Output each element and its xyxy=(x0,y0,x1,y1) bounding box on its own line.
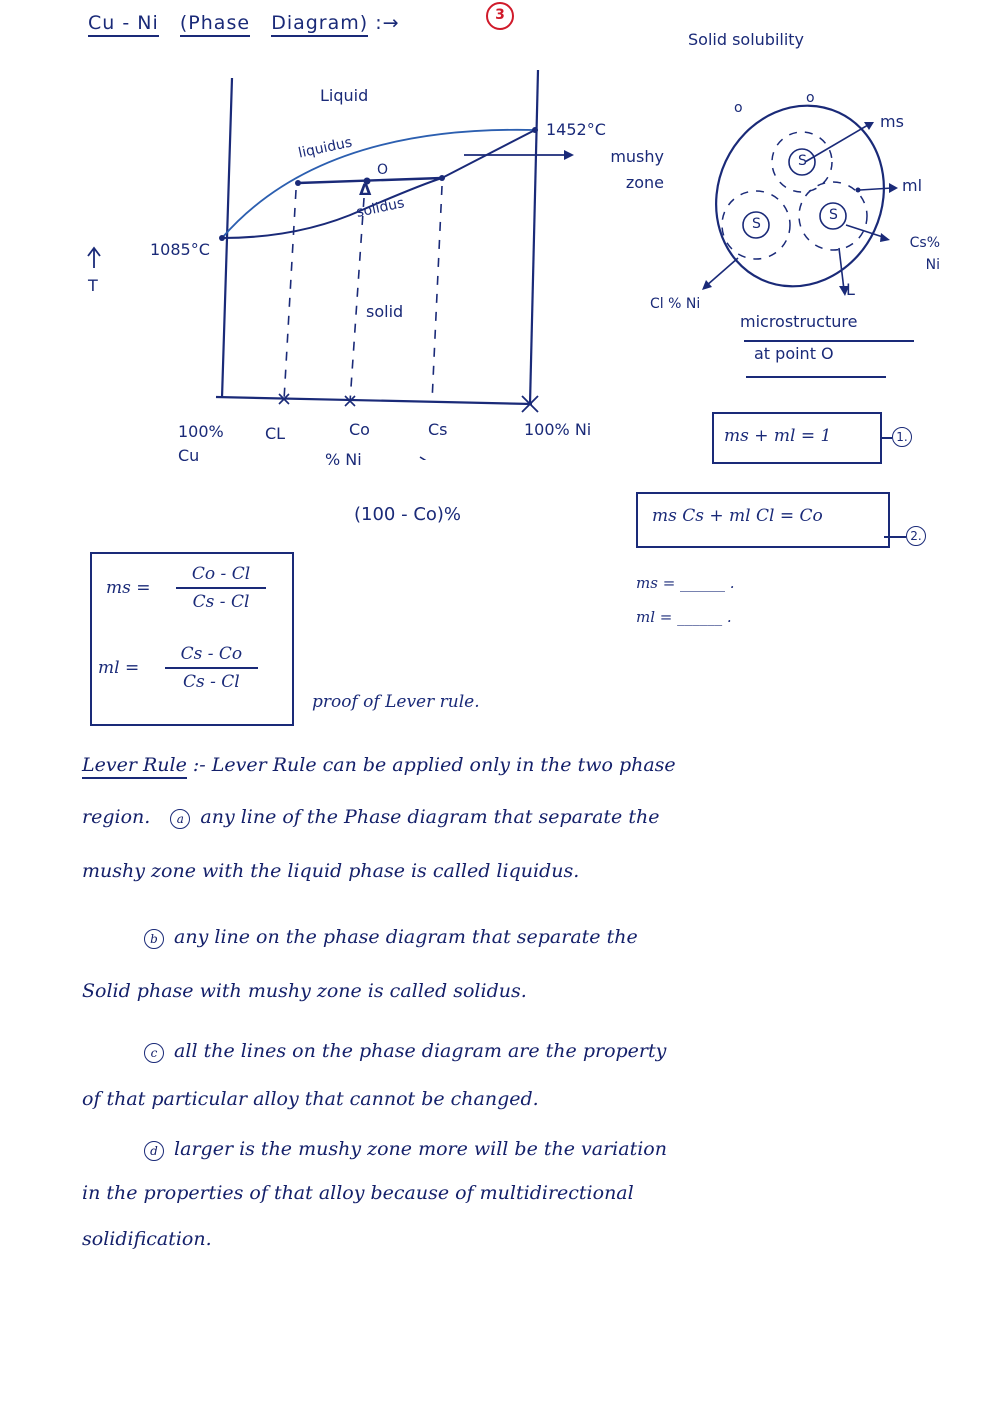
equation-1-tag: 1. xyxy=(892,427,912,447)
c-line-1: all the lines on the phase diagram are the property xyxy=(174,1040,667,1062)
label-cs-ni: Cs% Ni xyxy=(909,235,940,273)
b-line-2-row xyxy=(82,964,527,1018)
a-line-2-row xyxy=(82,844,579,898)
ms-formula xyxy=(106,564,266,612)
b-line-1-row xyxy=(144,910,638,964)
lever-region: region. xyxy=(82,806,151,828)
label-ms: ms xyxy=(880,112,904,131)
ms-lhs: ms = xyxy=(106,578,151,598)
label-cl-ni: Cl % Ni xyxy=(650,296,701,312)
title-part-arrow: :→ xyxy=(375,12,400,34)
liquidus-label: liquidus xyxy=(296,134,354,162)
y-axis-label-t: T xyxy=(88,276,98,295)
x-left-label: 100% Cu xyxy=(178,422,224,465)
equation-2-tag: 2. xyxy=(906,526,926,546)
ml-lhs: ml = xyxy=(98,658,140,678)
lever-rule-result-box xyxy=(90,552,294,726)
c-line-2-row xyxy=(82,1072,539,1126)
ms-blank-equation: ms = ______ . xyxy=(636,574,735,592)
grain-s-3: S xyxy=(829,207,838,223)
page-number-badge: 3 xyxy=(486,2,514,30)
temp-ni-melting: 1452°C xyxy=(546,120,606,139)
title-part-alloy: Cu - Ni xyxy=(88,12,159,37)
label-ml: ml xyxy=(902,176,923,195)
caption-underline xyxy=(746,376,886,378)
equation-1: ms + ml = 1 xyxy=(724,426,832,446)
ml-denominator: Cs - Cl xyxy=(183,672,240,692)
equation-1-box xyxy=(712,412,882,464)
lever-heading: Lever Rule xyxy=(82,754,187,779)
d-line-2: in the properties of that alloy because of multidirectional xyxy=(82,1182,634,1204)
marker-a: a xyxy=(170,809,190,829)
ml-blank-equation: ml = ______ . xyxy=(636,608,732,626)
lever-line-1 xyxy=(82,738,676,792)
a-line-2: mushy zone with the liquid phase is called liquidus. xyxy=(82,860,580,882)
x-tick-cl: CL xyxy=(265,424,286,443)
ml-formula xyxy=(98,644,258,692)
lever-line-2 xyxy=(82,790,659,844)
point-o-label: O xyxy=(377,162,389,178)
ml-fraction xyxy=(165,644,259,692)
c-line-1-row xyxy=(144,1024,666,1078)
ms-numerator: Co - Cl xyxy=(176,564,266,589)
marker-c: c xyxy=(144,1043,164,1063)
eq1-connector xyxy=(880,437,892,439)
grain-s-2: S xyxy=(752,216,761,232)
lever-line-1-text: :- Lever Rule can be applied only in the two phase xyxy=(192,754,676,776)
d-line-1: larger is the mushy zone more will be the variation xyxy=(174,1138,667,1160)
x-tick-co: Co xyxy=(349,420,370,439)
title-part-phase: (Phase xyxy=(180,12,250,37)
title-part-diagram: Diagram) xyxy=(271,12,368,37)
mushy-zone-label: mushy zone xyxy=(610,147,664,192)
b-line-2: Solid phase with mushy zone is called solidus. xyxy=(82,980,527,1002)
fulcrum-icon: Δ xyxy=(359,180,372,199)
solid-solubility-heading: Solid solubility xyxy=(688,30,805,49)
proof-note: proof of Lever rule. xyxy=(312,692,480,712)
region-solid-label: solid xyxy=(366,302,404,321)
solidus-label: solidus xyxy=(354,195,406,221)
equation-2: ms Cs + ml Cl = Co xyxy=(652,506,823,526)
ms-denominator: Cs - Cl xyxy=(192,592,250,612)
d-line-3-row xyxy=(82,1212,212,1266)
ml-numerator: Cs - Co xyxy=(165,644,259,669)
x-tick-cs: Cs xyxy=(428,420,448,439)
caption-divider xyxy=(744,340,914,342)
a-line-1: any line of the Phase diagram that separate the xyxy=(200,806,660,828)
x-right-label: 100% Ni xyxy=(524,420,592,439)
eq2-connector xyxy=(884,536,906,538)
region-liquid-label: Liquid xyxy=(320,86,369,105)
microstructure-caption-point: at point O xyxy=(754,344,834,363)
b-line-1: any line on the phase diagram that separate the xyxy=(174,926,638,948)
d-line-3: solidification. xyxy=(82,1228,212,1250)
dot-o-2: o xyxy=(806,90,815,106)
label-l: L xyxy=(846,280,855,299)
microstructure-caption: microstructure xyxy=(740,312,858,331)
c-line-2: of that particular alloy that cannot be changed. xyxy=(82,1088,539,1110)
below-axis-expression: (100 - Co)% xyxy=(354,504,462,525)
ms-fraction xyxy=(176,564,266,612)
temp-cu-melting: 1085°C xyxy=(150,240,210,259)
marker-d: d xyxy=(144,1141,164,1161)
dot-o-1: o xyxy=(734,100,743,116)
x-axis-label: % Ni xyxy=(325,450,362,469)
marker-b: b xyxy=(144,929,164,949)
equation-2-box xyxy=(636,492,890,548)
grain-s-1: S xyxy=(798,153,807,169)
